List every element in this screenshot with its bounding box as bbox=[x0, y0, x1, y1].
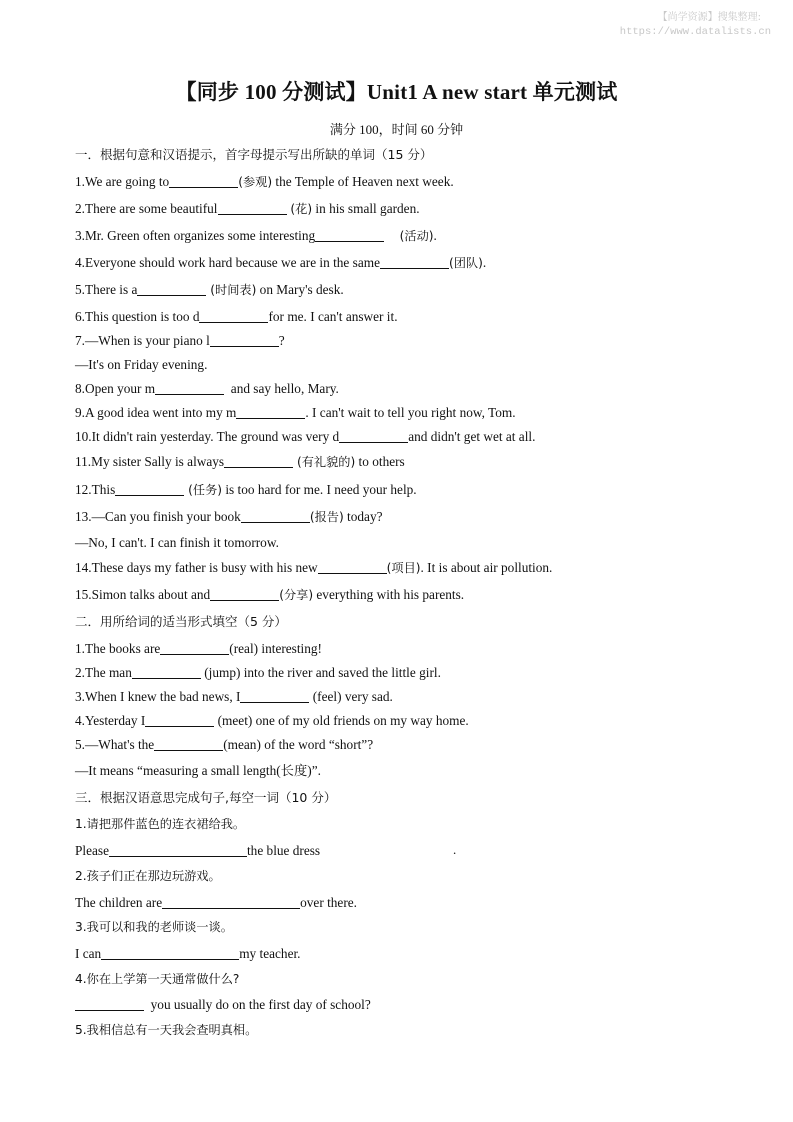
answer-blank[interactable] bbox=[155, 382, 224, 395]
answer-blank[interactable] bbox=[210, 588, 279, 601]
question: 13.—Can you finish your book (报告) today? bbox=[75, 509, 383, 524]
answer-line: —It's on Friday evening. bbox=[75, 357, 208, 372]
page-subtitle: 满分 100，时间 60 分钟 bbox=[329, 122, 464, 137]
answer-blank[interactable] bbox=[137, 283, 206, 296]
answer-blank[interactable] bbox=[199, 310, 268, 323]
answer-blank[interactable] bbox=[210, 334, 279, 347]
answer-blank[interactable] bbox=[160, 642, 229, 655]
answer-blank[interactable] bbox=[154, 738, 223, 751]
question: 9.A good idea went into my m . I can't wait to tell you right now, Tom. bbox=[75, 405, 516, 420]
answer-line: —No, I can't. I can finish it tomorrow. bbox=[75, 535, 279, 550]
section-heading: 三．根据汉语意思完成句子,每空一词（10 分） bbox=[75, 790, 337, 805]
answer-blank[interactable] bbox=[145, 714, 214, 727]
page-title: 【同步 100 分测试】Unit1 A new start 单元测试 bbox=[175, 80, 618, 104]
answer-blank[interactable] bbox=[224, 455, 293, 468]
answer-blank[interactable] bbox=[315, 229, 384, 242]
answer-blank[interactable] bbox=[115, 483, 184, 496]
answer-line: —It means “measuring a small length(长度)”. bbox=[75, 763, 321, 778]
answer-blank[interactable] bbox=[218, 202, 287, 215]
answer-blank[interactable] bbox=[380, 256, 449, 269]
answer-blank[interactable] bbox=[318, 561, 387, 574]
question: 2.There are some beautiful (花) in his small garden. bbox=[75, 201, 420, 216]
watermark-url: https://www.datalists.cn bbox=[619, 26, 771, 38]
question: 15.Simon talks about and (分享) everything with his parents. bbox=[75, 587, 465, 602]
question: 10.It didn't rain yesterday. The ground was very d and didn't get wet at all. bbox=[75, 429, 536, 444]
question: 2.The man (jump) into the river and saved the little girl. bbox=[75, 665, 441, 680]
answer-blank[interactable] bbox=[162, 896, 300, 909]
question: 1.We are going to (参观) the Temple of Heaven next week. bbox=[75, 174, 454, 189]
question: 5.There is a (时间表) on Mary's desk. bbox=[75, 282, 344, 297]
section-heading: 二．用所给词的适当形式填空（5 分） bbox=[75, 614, 287, 629]
answer-blank[interactable] bbox=[236, 406, 305, 419]
question: 8.Open your m and say hello, Mary. bbox=[75, 381, 339, 396]
answer-blank[interactable] bbox=[132, 666, 201, 679]
question: Please the blue dress bbox=[75, 843, 321, 858]
chinese-prompt: 2.孩子们正在那边玩游戏。 bbox=[75, 869, 221, 883]
question: 5.—What's the (mean) of the word “short”? bbox=[75, 737, 374, 752]
question: 7.—When is your piano l ? bbox=[75, 333, 285, 348]
question: you usually do on the first day of school? bbox=[75, 996, 371, 1014]
question: 3.Mr. Green often organizes some interesting (活动). bbox=[75, 228, 437, 243]
answer-blank[interactable] bbox=[240, 690, 309, 703]
answer-blank[interactable] bbox=[75, 998, 144, 1011]
answer-blank[interactable] bbox=[169, 175, 238, 188]
question: 12.This (任务) is too hard for me. I need your help. bbox=[75, 482, 417, 497]
answer-blank[interactable] bbox=[339, 430, 408, 443]
chinese-prompt: 5.我相信总有一天我会查明真相。 bbox=[75, 1023, 258, 1037]
question: I can my teacher. bbox=[75, 946, 301, 961]
watermark-source: 【尚学资源】搜集整理: bbox=[657, 12, 761, 23]
answer-blank[interactable] bbox=[109, 844, 247, 857]
question: 11.My sister Sally is always (有礼貌的) to others bbox=[75, 454, 405, 469]
question: 14.These days my father is busy with his new (项目). It is about air pollution. bbox=[75, 560, 553, 575]
trailing-period: . bbox=[453, 842, 457, 857]
question: The children are over there. bbox=[75, 895, 357, 910]
section-heading: 一．根据句意和汉语提示，首字母提示写出所缺的单词（15 分） bbox=[75, 147, 433, 162]
question: 3.When I knew the bad news, I (feel) very sad. bbox=[75, 689, 393, 704]
answer-blank[interactable] bbox=[241, 510, 310, 523]
chinese-prompt: 4.你在上学第一天通常做什么? bbox=[75, 972, 240, 986]
watermark bbox=[620, 11, 771, 39]
chinese-prompt: 3.我可以和我的老师谈一谈。 bbox=[75, 920, 233, 934]
answer-blank[interactable] bbox=[101, 947, 239, 960]
question: 4.Everyone should work hard because we are in the same (团队). bbox=[75, 255, 487, 270]
chinese-prompt: 1.请把那件蓝色的连衣裙给我。 bbox=[75, 817, 246, 831]
question: 1.The books are (real) interesting! bbox=[75, 641, 322, 656]
question: 6.This question is too d for me. I can't answer it. bbox=[75, 309, 398, 324]
question: 4.Yesterday I (meet) one of my old friends on my way home. bbox=[75, 713, 469, 728]
